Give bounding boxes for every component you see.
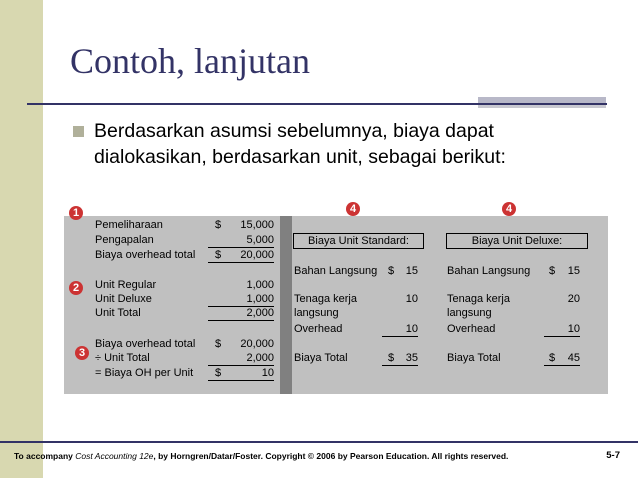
left-row-currency: $ bbox=[215, 219, 222, 231]
left-row-value: 2,000 bbox=[208, 352, 274, 366]
left-row-value: 1,000 bbox=[246, 279, 274, 291]
standard-row-currency: $ bbox=[388, 352, 395, 364]
bullet-text: Berdasarkan asumsi sebelumnya, biaya dapat dialokasikan, berdasarkan unit, sebagai berikut: bbox=[94, 120, 506, 168]
deluxe-row-value: 10 bbox=[544, 323, 580, 337]
footer-book-title: Cost Accounting 12e bbox=[75, 451, 154, 461]
footer-prefix: To accompany bbox=[14, 451, 76, 461]
step-badge-4-standard: 4 bbox=[346, 202, 360, 216]
standard-row-label: Tenaga kerja bbox=[294, 293, 357, 305]
page-number: 5-7 bbox=[606, 450, 620, 461]
left-row-value: 5,000 bbox=[208, 234, 274, 248]
step-badge-1: 1 bbox=[69, 206, 83, 220]
left-row-label: Biaya overhead total bbox=[95, 249, 196, 261]
step-badge-4-deluxe: 4 bbox=[502, 202, 516, 216]
footer-copyright bbox=[14, 451, 508, 461]
left-row-value: 1,000 bbox=[208, 293, 274, 307]
standard-row-value: 10 bbox=[382, 323, 418, 337]
left-row-value: 20,000 bbox=[208, 249, 274, 263]
deluxe-row-value: 20 bbox=[567, 293, 580, 305]
left-row-currency: $ bbox=[215, 249, 222, 261]
standard-row-value: 10 bbox=[405, 293, 418, 305]
left-row-label: Unit Total bbox=[95, 307, 141, 319]
left-sidebar-band bbox=[0, 0, 43, 478]
standard-header: Biaya Unit Standard: bbox=[293, 233, 424, 249]
left-row-value: 2,000 bbox=[208, 307, 274, 321]
left-row-label: = Biaya OH per Unit bbox=[95, 367, 194, 379]
left-row-currency: $ bbox=[215, 367, 222, 379]
step-badge-3: 3 bbox=[75, 346, 89, 360]
table-divider bbox=[280, 216, 292, 394]
left-row-label: Unit Deluxe bbox=[95, 293, 152, 305]
deluxe-row-value: 45 bbox=[544, 352, 580, 366]
deluxe-row-label: Biaya Total bbox=[447, 352, 501, 364]
left-row-label: Pemeliharaan bbox=[95, 219, 163, 231]
left-row-label: Biaya overhead total bbox=[95, 338, 196, 350]
footer-rule bbox=[0, 441, 638, 443]
left-row-value: 10 bbox=[208, 367, 274, 381]
footer-suffix: , by Horngren/Datar/Foster. Copyright © 2006 by Pearson Education. All rights reserved. bbox=[153, 451, 509, 461]
deluxe-row-label: Overhead bbox=[447, 323, 496, 335]
deluxe-row-value: 15 bbox=[567, 265, 580, 277]
bullet-square-icon bbox=[73, 126, 84, 137]
deluxe-row-currency: $ bbox=[549, 352, 556, 364]
left-row-currency: $ bbox=[215, 338, 222, 350]
left-row-value: 15,000 bbox=[240, 219, 274, 231]
deluxe-row-label-cont: langsung bbox=[447, 307, 492, 319]
left-row-label: Pengapalan bbox=[95, 234, 154, 246]
left-row-label: Unit Regular bbox=[95, 279, 157, 291]
title-rule bbox=[27, 103, 607, 105]
standard-row-label: Overhead bbox=[294, 323, 343, 335]
standard-row-value: 15 bbox=[405, 265, 418, 277]
deluxe-header: Biaya Unit Deluxe: bbox=[446, 233, 588, 249]
left-row-label: ÷ Unit Total bbox=[95, 352, 150, 364]
slide-title: Contoh, lanjutan bbox=[70, 41, 310, 81]
deluxe-row-currency: $ bbox=[549, 265, 556, 277]
left-row-value: 20,000 bbox=[240, 338, 274, 350]
standard-row-label: Bahan Langsung bbox=[294, 265, 378, 277]
standard-row-currency: $ bbox=[388, 265, 395, 277]
deluxe-row-label: Bahan Langsung bbox=[447, 265, 531, 277]
deluxe-row-label: Tenaga kerja bbox=[447, 293, 510, 305]
standard-row-label: Biaya Total bbox=[294, 352, 348, 364]
standard-row-label-cont: langsung bbox=[294, 307, 339, 319]
standard-row-value: 35 bbox=[382, 352, 418, 366]
step-badge-2: 2 bbox=[69, 281, 83, 295]
